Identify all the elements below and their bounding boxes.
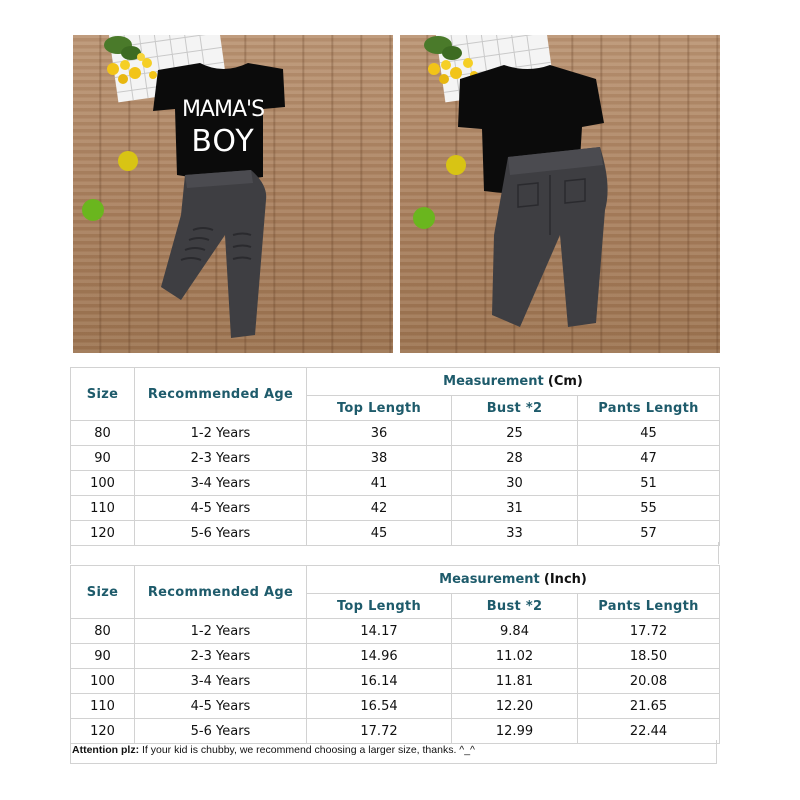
jeans-shape: [161, 170, 266, 338]
measurement-unit: (Cm): [547, 374, 583, 389]
table-row: [71, 619, 720, 644]
green-ball: [82, 199, 104, 221]
cell-pants: 17.72: [578, 619, 720, 644]
attention-label: Attention plz:: [72, 744, 140, 756]
header-bust: Bust *2: [452, 594, 578, 619]
cell-age: 3-4 Years: [135, 471, 307, 496]
cell-size: 120: [71, 521, 135, 546]
jeans-shape: [492, 147, 608, 327]
shirt-print-line1: MAMA'S: [181, 97, 265, 122]
cell-age: 3-4 Years: [135, 669, 307, 694]
header-measurement: [307, 368, 720, 396]
header-recommended-age: Recommended Age: [135, 566, 307, 619]
size-chart-cm: [70, 367, 720, 546]
green-ball: [413, 207, 435, 229]
cell-top: 14.17: [307, 619, 452, 644]
header-pants-length: Pants Length: [578, 396, 720, 421]
cell-bust: 12.20: [452, 694, 578, 719]
cell-pants: 21.65: [578, 694, 720, 719]
cell-age: 4-5 Years: [135, 694, 307, 719]
cell-bust: 33: [452, 521, 578, 546]
product-photo-back: [400, 35, 720, 353]
cell-pants: 45: [578, 421, 720, 446]
table-row: [71, 669, 720, 694]
product-photo-front: [73, 35, 393, 353]
header-measurement: [307, 566, 720, 594]
header-pants-length: Pants Length: [578, 594, 720, 619]
cell-size: 110: [71, 694, 135, 719]
cell-top: 38: [307, 446, 452, 471]
cell-bust: 25: [452, 421, 578, 446]
cell-age: 1-2 Years: [135, 619, 307, 644]
cell-size: 100: [71, 669, 135, 694]
cell-top: 16.54: [307, 694, 452, 719]
attention-text: If your kid is chubby, we recommend choosing a larger size, thanks. ^_^: [139, 744, 475, 756]
cell-age: 1-2 Years: [135, 421, 307, 446]
cell-size: 110: [71, 496, 135, 521]
cell-pants: 55: [578, 496, 720, 521]
cell-pants: 47: [578, 446, 720, 471]
cell-size: 90: [71, 644, 135, 669]
outfit-back-illustration: [400, 35, 720, 353]
outfit-front-illustration: [73, 35, 393, 353]
header-bust: Bust *2: [452, 396, 578, 421]
cell-bust: 9.84: [452, 619, 578, 644]
cell-top: 14.96: [307, 644, 452, 669]
measurement-title: Measurement: [443, 374, 544, 389]
table-row: [71, 694, 720, 719]
cell-pants: 18.50: [578, 644, 720, 669]
cell-age: 2-3 Years: [135, 644, 307, 669]
cell-bust: 30: [452, 471, 578, 496]
table-row: [71, 421, 720, 446]
cell-age: 5-6 Years: [135, 521, 307, 546]
size-chart-inch: [70, 565, 720, 744]
cell-bust: 31: [452, 496, 578, 521]
table-row: [71, 471, 720, 496]
measurement-unit: (Inch): [543, 572, 587, 587]
cell-age: 5-6 Years: [135, 719, 307, 744]
cell-age: 2-3 Years: [135, 446, 307, 471]
yellow-ball: [118, 151, 138, 171]
header-top-length: Top Length: [307, 594, 452, 619]
cell-bust: 11.81: [452, 669, 578, 694]
yellow-ball: [446, 155, 466, 175]
table-row: [71, 644, 720, 669]
cell-size: 100: [71, 471, 135, 496]
cell-top: 45: [307, 521, 452, 546]
cell-top: 16.14: [307, 669, 452, 694]
header-size: Size: [71, 566, 135, 619]
cell-bust: 12.99: [452, 719, 578, 744]
table-row: [71, 496, 720, 521]
cell-top: 42: [307, 496, 452, 521]
cell-pants: 51: [578, 471, 720, 496]
cell-size: 90: [71, 446, 135, 471]
header-top-length: Top Length: [307, 396, 452, 421]
attention-note: [70, 740, 717, 764]
measurement-title: Measurement: [439, 572, 540, 587]
table-spacer: [70, 542, 719, 564]
cell-top: 36: [307, 421, 452, 446]
shirt-print-line2: BOY: [191, 124, 255, 159]
cell-pants: 57: [578, 521, 720, 546]
header-size: Size: [71, 368, 135, 421]
cell-bust: 11.02: [452, 644, 578, 669]
table-row: [71, 446, 720, 471]
cell-pants: 20.08: [578, 669, 720, 694]
cell-top: 17.72: [307, 719, 452, 744]
header-recommended-age: Recommended Age: [135, 368, 307, 421]
cell-top: 41: [307, 471, 452, 496]
cell-size: 120: [71, 719, 135, 744]
cell-age: 4-5 Years: [135, 496, 307, 521]
cell-size: 80: [71, 421, 135, 446]
cell-bust: 28: [452, 446, 578, 471]
cell-size: 80: [71, 619, 135, 644]
cell-pants: 22.44: [578, 719, 720, 744]
